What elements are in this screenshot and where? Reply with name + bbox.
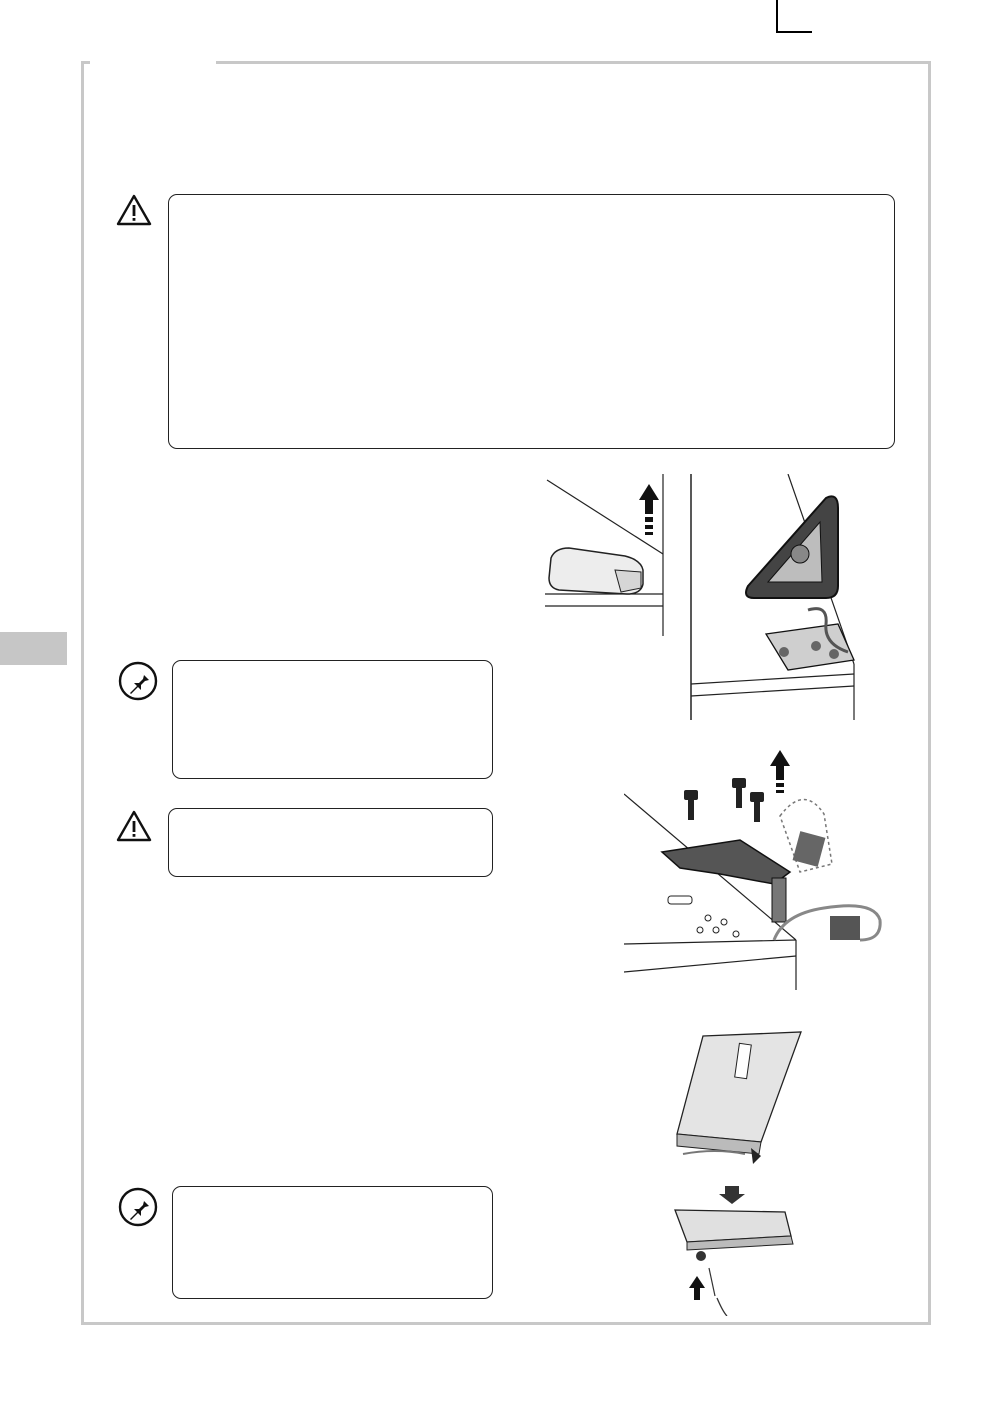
top-hinge-bolt-removal-illustration [624, 744, 888, 990]
section-tab [0, 632, 67, 665]
hinge-cover-removal-illustration [545, 474, 670, 636]
note-box-1 [172, 660, 493, 779]
pushpin-icon [117, 660, 159, 702]
warning-box-2 [168, 808, 493, 877]
warning-icon [116, 810, 152, 842]
door-bottom-screw-illustration [665, 1030, 811, 1316]
crop-mark-vertical [776, 0, 778, 33]
hinge-cover-wiring-illustration [688, 474, 860, 720]
warning-box-1 [168, 194, 895, 449]
frame-header-gap [90, 58, 216, 66]
pushpin-icon [117, 1186, 159, 1228]
warning-icon [116, 194, 152, 226]
crop-mark-horizontal [778, 31, 812, 33]
note-box-2 [172, 1186, 493, 1299]
